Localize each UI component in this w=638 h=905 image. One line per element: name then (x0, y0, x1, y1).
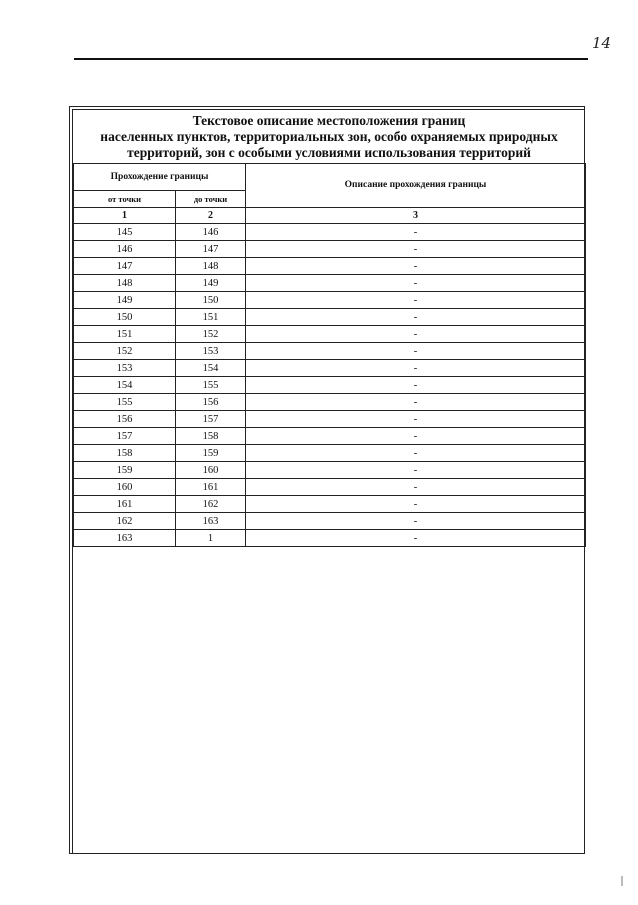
from-point-cell: 145 (74, 224, 176, 241)
description-cell: - (246, 309, 586, 326)
from-point-cell: 161 (74, 496, 176, 513)
table-row (74, 530, 586, 547)
table-row (74, 462, 586, 479)
to-point-cell: 149 (176, 275, 246, 292)
from-point-cell: 151 (74, 326, 176, 343)
header-rule (74, 58, 588, 60)
description-cell: - (246, 479, 586, 496)
table-row (74, 309, 586, 326)
to-point-cell: 153 (176, 343, 246, 360)
to-point-cell: 152 (176, 326, 246, 343)
from-point-cell: 148 (74, 275, 176, 292)
table-row (74, 513, 586, 530)
description-cell: - (246, 224, 586, 241)
description-cell: - (246, 258, 586, 275)
table-row (74, 411, 586, 428)
from-point-cell: 147 (74, 258, 176, 275)
description-cell: - (246, 462, 586, 479)
to-header-cell: до точки (176, 191, 246, 208)
to-point-cell: 151 (176, 309, 246, 326)
description-cell: - (246, 428, 586, 445)
column-number-3: 3 (246, 208, 586, 224)
description-cell: - (246, 496, 586, 513)
table-row (74, 326, 586, 343)
title-line-2: населенных пунктов, территориальных зон, особо охраняемых природных (100, 129, 558, 144)
description-cell: - (246, 445, 586, 462)
description-header-cell: Описание прохождения границы (246, 164, 586, 208)
from-point-cell: 149 (74, 292, 176, 309)
description-cell: - (246, 292, 586, 309)
to-point-cell: 1 (176, 530, 246, 547)
description-cell: - (246, 513, 586, 530)
table-row (74, 343, 586, 360)
from-point-cell: 159 (74, 462, 176, 479)
description-cell: - (246, 326, 586, 343)
scan-mark (621, 876, 623, 886)
table-row (74, 394, 586, 411)
title-line-3: территорий, зон с особыми условиями использования территорий (127, 145, 531, 160)
from-point-cell: 162 (74, 513, 176, 530)
to-point-cell: 163 (176, 513, 246, 530)
description-cell: - (246, 394, 586, 411)
to-point-cell: 161 (176, 479, 246, 496)
table-header-row (74, 164, 586, 191)
to-point-cell: 155 (176, 377, 246, 394)
table-row (74, 479, 586, 496)
table-row (74, 224, 586, 241)
to-point-cell: 162 (176, 496, 246, 513)
table-row (74, 445, 586, 462)
from-point-cell: 155 (74, 394, 176, 411)
from-point-cell: 158 (74, 445, 176, 462)
to-point-cell: 156 (176, 394, 246, 411)
to-point-cell: 159 (176, 445, 246, 462)
page-number: 14 (592, 34, 612, 52)
to-point-cell: 157 (176, 411, 246, 428)
to-point-cell: 160 (176, 462, 246, 479)
description-cell: - (246, 360, 586, 377)
table-row (74, 275, 586, 292)
to-point-cell: 154 (176, 360, 246, 377)
from-point-cell: 154 (74, 377, 176, 394)
from-point-cell: 146 (74, 241, 176, 258)
description-cell: - (246, 377, 586, 394)
from-header-cell: от точки (74, 191, 176, 208)
description-cell: - (246, 241, 586, 258)
table-row (74, 258, 586, 275)
from-point-cell: 156 (74, 411, 176, 428)
table-row (74, 360, 586, 377)
table-row (74, 428, 586, 445)
table-row (74, 377, 586, 394)
description-cell: - (246, 343, 586, 360)
description-cell: - (246, 275, 586, 292)
from-point-cell: 160 (74, 479, 176, 496)
to-point-cell: 148 (176, 258, 246, 275)
column-number-row (74, 208, 586, 224)
table-row (74, 292, 586, 309)
boundary-table (73, 163, 586, 547)
from-point-cell: 157 (74, 428, 176, 445)
to-point-cell: 146 (176, 224, 246, 241)
document-title (73, 113, 585, 161)
table-row (74, 496, 586, 513)
column-number-2: 2 (176, 208, 246, 224)
from-point-cell: 153 (74, 360, 176, 377)
group-header-cell: Прохождение границы (74, 164, 246, 191)
to-point-cell: 147 (176, 241, 246, 258)
from-point-cell: 150 (74, 309, 176, 326)
description-cell: - (246, 530, 586, 547)
from-point-cell: 163 (74, 530, 176, 547)
to-point-cell: 150 (176, 292, 246, 309)
column-number-1: 1 (74, 208, 176, 224)
title-line-1: Текстовое описание местоположения границ (192, 113, 466, 128)
from-point-cell: 152 (74, 343, 176, 360)
to-point-cell: 158 (176, 428, 246, 445)
description-cell: - (246, 411, 586, 428)
table-row (74, 241, 586, 258)
